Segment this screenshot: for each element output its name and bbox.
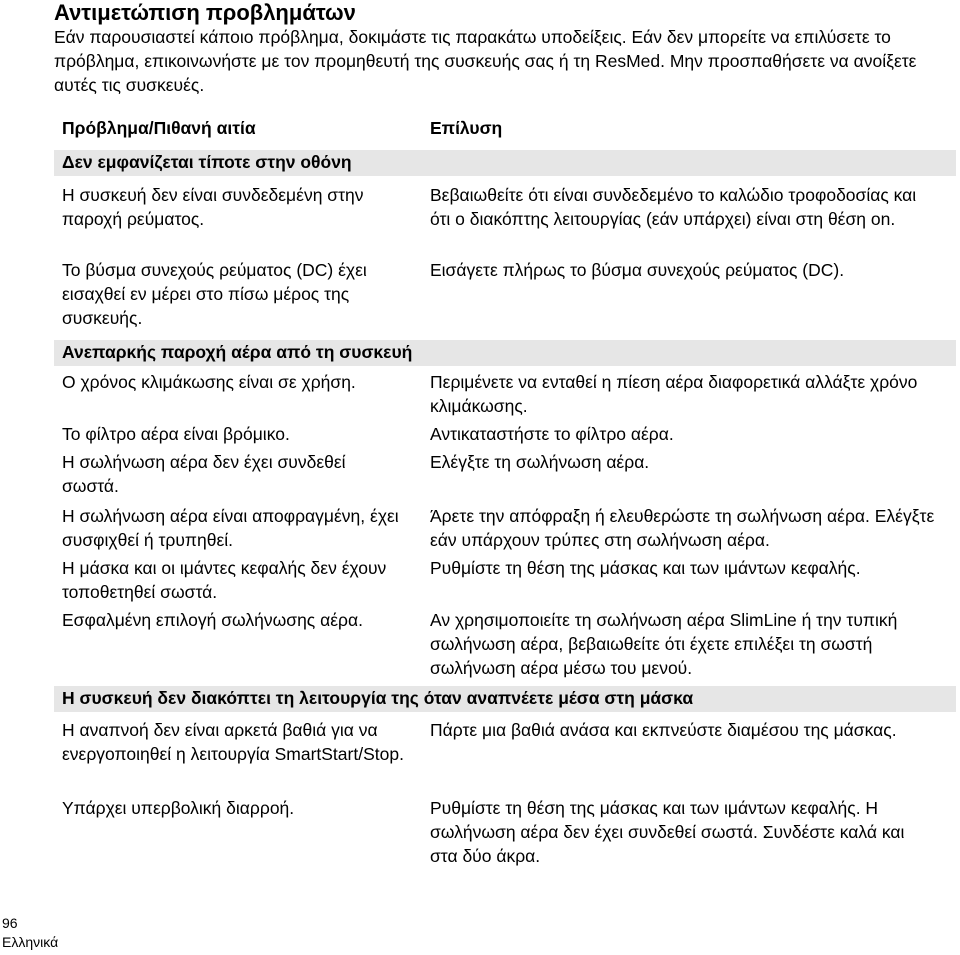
solution-cell: Ελέγξτε τη σωλήνωση αέρα. (430, 452, 650, 472)
solution-cell: Αν χρησιμοποιείτε τη σωλήνωση αέρα SlimLine ή την τυπική σωλήνωση αέρα, βεβαιωθείτε ότι έχετε επιλέξει τη σωστή σωλήνωση αέρα μέσω του μενού. (430, 610, 898, 678)
section-title: Η συσκευή δεν διακόπτει τη λειτουργία της όταν αναπνέετε μέσα στη μάσκα (54, 686, 956, 712)
solution-cell: Πάρτε μια βαθιά ανάσα και εκπνεύστε διαμέσου της μάσκας. (430, 720, 897, 740)
intro-paragraph: Εάν παρουσιαστεί κάποιο πρόβλημα, δοκιμάστε τις παρακάτω υποδείξεις. Εάν δεν μπορείτε να επιλύσετε το πρόβλημα, επικοινωνήστε με τον προμηθευτή της συσκευής σας ή τη ResMed. Μην προσπαθήσετε να ανοίξετε αυτές τις συσκευές. (54, 27, 917, 95)
problem-cell: Η σωλήνωση αέρα είναι αποφραγμένη, έχει συσφιχθεί ή τρυπηθεί. (62, 506, 399, 550)
section-title: Ανεπαρκής παροχή αέρα από τη συσκευή (54, 340, 956, 366)
solution-cell: Αντικαταστήστε το φίλτρο αέρα. (430, 424, 674, 444)
problem-cell: Ο χρόνος κλιμάκωσης είναι σε χρήση. (62, 372, 356, 392)
solution-cell: Περιμένετε να ενταθεί η πίεση αέρα διαφορετικά αλλάξτε χρόνο κλιμάκωσης. (430, 372, 918, 416)
solution-cell: Ρυθμίστε τη θέση της μάσκας και των ιμάντων κεφαλής. (430, 558, 861, 578)
footer-language: Ελληνικά (2, 934, 59, 950)
solution-cell: Βεβαιωθείτε ότι είναι συνδεδεμένο το καλώδιο τροφοδοσίας και ότι ο διακόπτης λειτουργίας (εάν υπάρχει) είναι στη θέση on. (430, 185, 917, 229)
problem-cell: Υπάρχει υπερβολική διαρροή. (62, 798, 295, 818)
problem-cell: Η συσκευή δεν είναι συνδεδεμένη στην παροχή ρεύματος. (62, 185, 364, 229)
problem-cell: Η σωλήνωση αέρα δεν έχει συνδεθεί σωστά. (62, 452, 346, 496)
solution-cell: Εισάγετε πλήρως το βύσμα συνεχούς ρεύματος (DC). (430, 260, 845, 280)
problem-cell: Το βύσμα συνεχούς ρεύματος (DC) έχει εισαχθεί εν μέρει στο πίσω μέρος της συσκευής. (62, 260, 367, 328)
header-solution: Επίλυση (430, 118, 503, 138)
solution-cell: Ρυθμίστε τη θέση της μάσκας και των ιμάντων κεφαλής. Η σωλήνωση αέρα δεν έχει συνδεθεί σωστά. Συνδέστε καλά και στα δύο άκρα. (430, 798, 905, 866)
solution-cell: Άρετε την απόφραξη ή ελευθερώστε τη σωλήνωση αέρα. Ελέγξτε εάν υπάρχουν τρύπες στη σωλήνωση αέρα. (430, 506, 935, 550)
problem-cell: Η μάσκα και οι ιμάντες κεφαλής δεν έχουν τοποθετηθεί σωστά. (62, 558, 387, 602)
header-problem: Πρόβλημα/Πιθανή αιτία (62, 118, 256, 138)
problem-cell: Εσφαλμένη επιλογή σωλήνωσης αέρα. (62, 610, 363, 630)
problem-cell: Το φίλτρο αέρα είναι βρόμικο. (62, 424, 290, 444)
problem-cell: Η αναπνοή δεν είναι αρκετά βαθιά για να ενεργοποιηθεί η λειτουργία SmartStart/Stop. (62, 720, 404, 764)
section-title: Δεν εμφανίζεται τίποτε στην οθόνη (54, 150, 956, 176)
page-title: Αντιμετώπιση προβλημάτων (54, 0, 356, 25)
page-number: 96 (2, 915, 18, 931)
